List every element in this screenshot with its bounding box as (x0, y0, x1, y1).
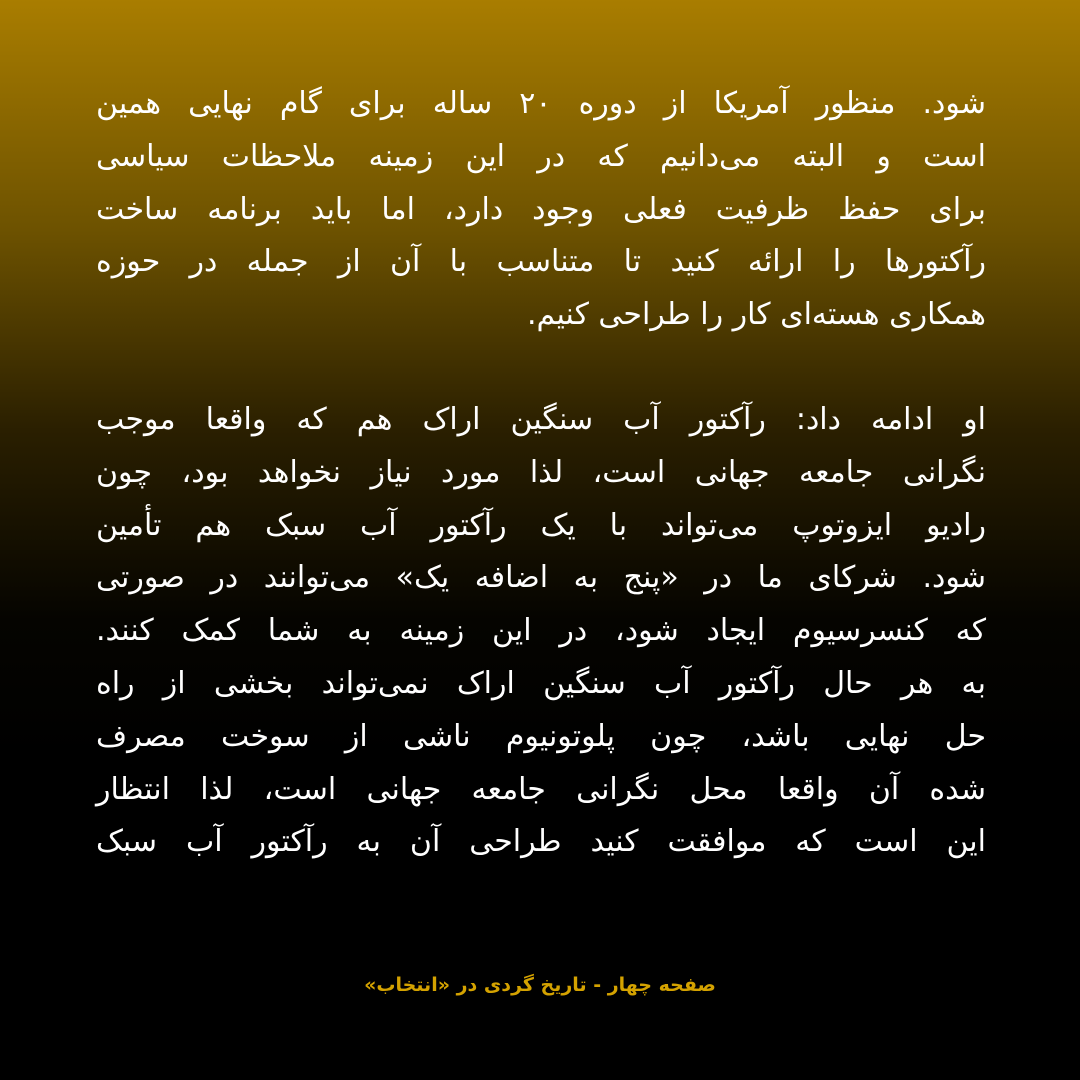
text-line: است و البته می‌دانیم که در این زمینه ملاحظات سیاسی (96, 138, 986, 174)
text-line: رآکتورها را ارائه کنید تا متناسب با آن از جمله در حوزه (96, 244, 986, 280)
page-caption: صفحه چهار - تاریخ گردی در «انتخاب» (364, 974, 716, 996)
text-line: برای حفظ ظرفیت فعلی وجود دارد، اما باید برنامه ساخت (96, 191, 986, 227)
text-line: به هر حال رآکتور آب سنگین اراک نمی‌تواند بخشی از راه (96, 665, 986, 701)
text-line: این است که موافقت کنید طراحی آن به رآکتور آب سبک (96, 824, 986, 860)
text-line: او ادامه داد: رآکتور آب سنگین اراک هم که واقعا موجب (96, 401, 986, 437)
text-line: شود. منظور آمریکا از دوره ۲۰ ساله برای گام نهایی همین (96, 86, 986, 121)
text-line: شود. شرکای ما در «پنج به اضافه یک» می‌توانند در صورتی (96, 560, 986, 596)
text-line: شده آن واقعا محل نگرانی جامعه جهانی است، لذا انتظار (96, 771, 986, 807)
text-line: همکاری هسته‌ای کار را طراحی کنیم. (527, 297, 986, 333)
text-line: که کنسرسیوم ایجاد شود، در این زمینه به شما کمک کنند. (96, 613, 986, 649)
article-paragraph-2 (96, 394, 986, 869)
article-body (96, 78, 986, 869)
text-line: حل نهایی باشد، چون پلوتونیوم ناشی از سوخت مصرف (96, 718, 986, 754)
text-line: رادیو ایزوتوپ می‌تواند با یک رآکتور آب سبک هم تأمین (96, 507, 986, 543)
text-line: نگرانی جامعه جهانی است، لذا مورد نیاز نخواهد بود، چون (96, 454, 986, 490)
article-paragraph-1 (96, 78, 986, 342)
